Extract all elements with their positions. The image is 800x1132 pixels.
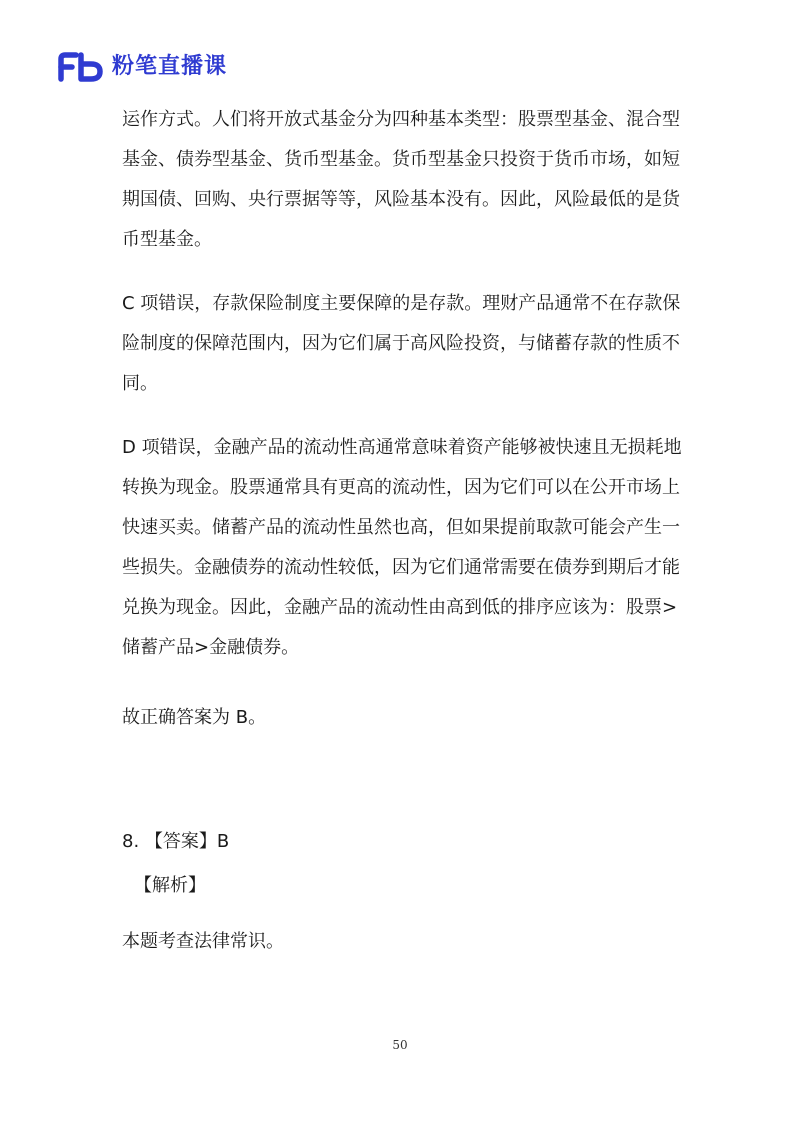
paragraph-correct-answer: 故正确答案为 B。 bbox=[122, 707, 267, 728]
page-number: 50 bbox=[392, 1038, 408, 1052]
paragraph-fund-types: 运作方式。人们将开放式基金分为四种基本类型：股票型基金、混合型基金、债券型基金、货币型基金。货币型基金只投资于货币市场，如短期国债、回购、央行票据等等，风险基本没有。因此，风险最低的是货币型基金。 bbox=[122, 109, 680, 250]
analysis-label: 【解析】 bbox=[134, 875, 206, 896]
paragraph-option-d: D 项错误，金融产品的流动性高通常意味着资产能够被快速且无损耗地转换为现金。股票通常具有更高的流动性，因为它们可以在公开市场上快速买卖。储蓄产品的流动性虽然也高，但如果提前取款可能会产生一些损失。金融债券的流动性较低，因为它们通常需要在债券到期后才能兑换为现金。因此，金融产品的流动性由高到低的排序应该为：股票>储蓄产品>金融债券。 bbox=[122, 437, 682, 658]
fb-logo-icon bbox=[58, 52, 104, 82]
paragraph-option-c: C 项错误，存款保险制度主要保障的是存款。理财产品通常不在存款保险制度的保障范围内，因为它们属于高风险投资，与储蓄存款的性质不同。 bbox=[122, 293, 681, 394]
logo-text: 粉笔直播课 bbox=[112, 54, 228, 79]
brand-logo bbox=[58, 50, 227, 84]
question-8-answer: 8. 【答案】B bbox=[122, 831, 230, 852]
analysis-intro: 本题考查法律常识。 bbox=[122, 931, 284, 952]
